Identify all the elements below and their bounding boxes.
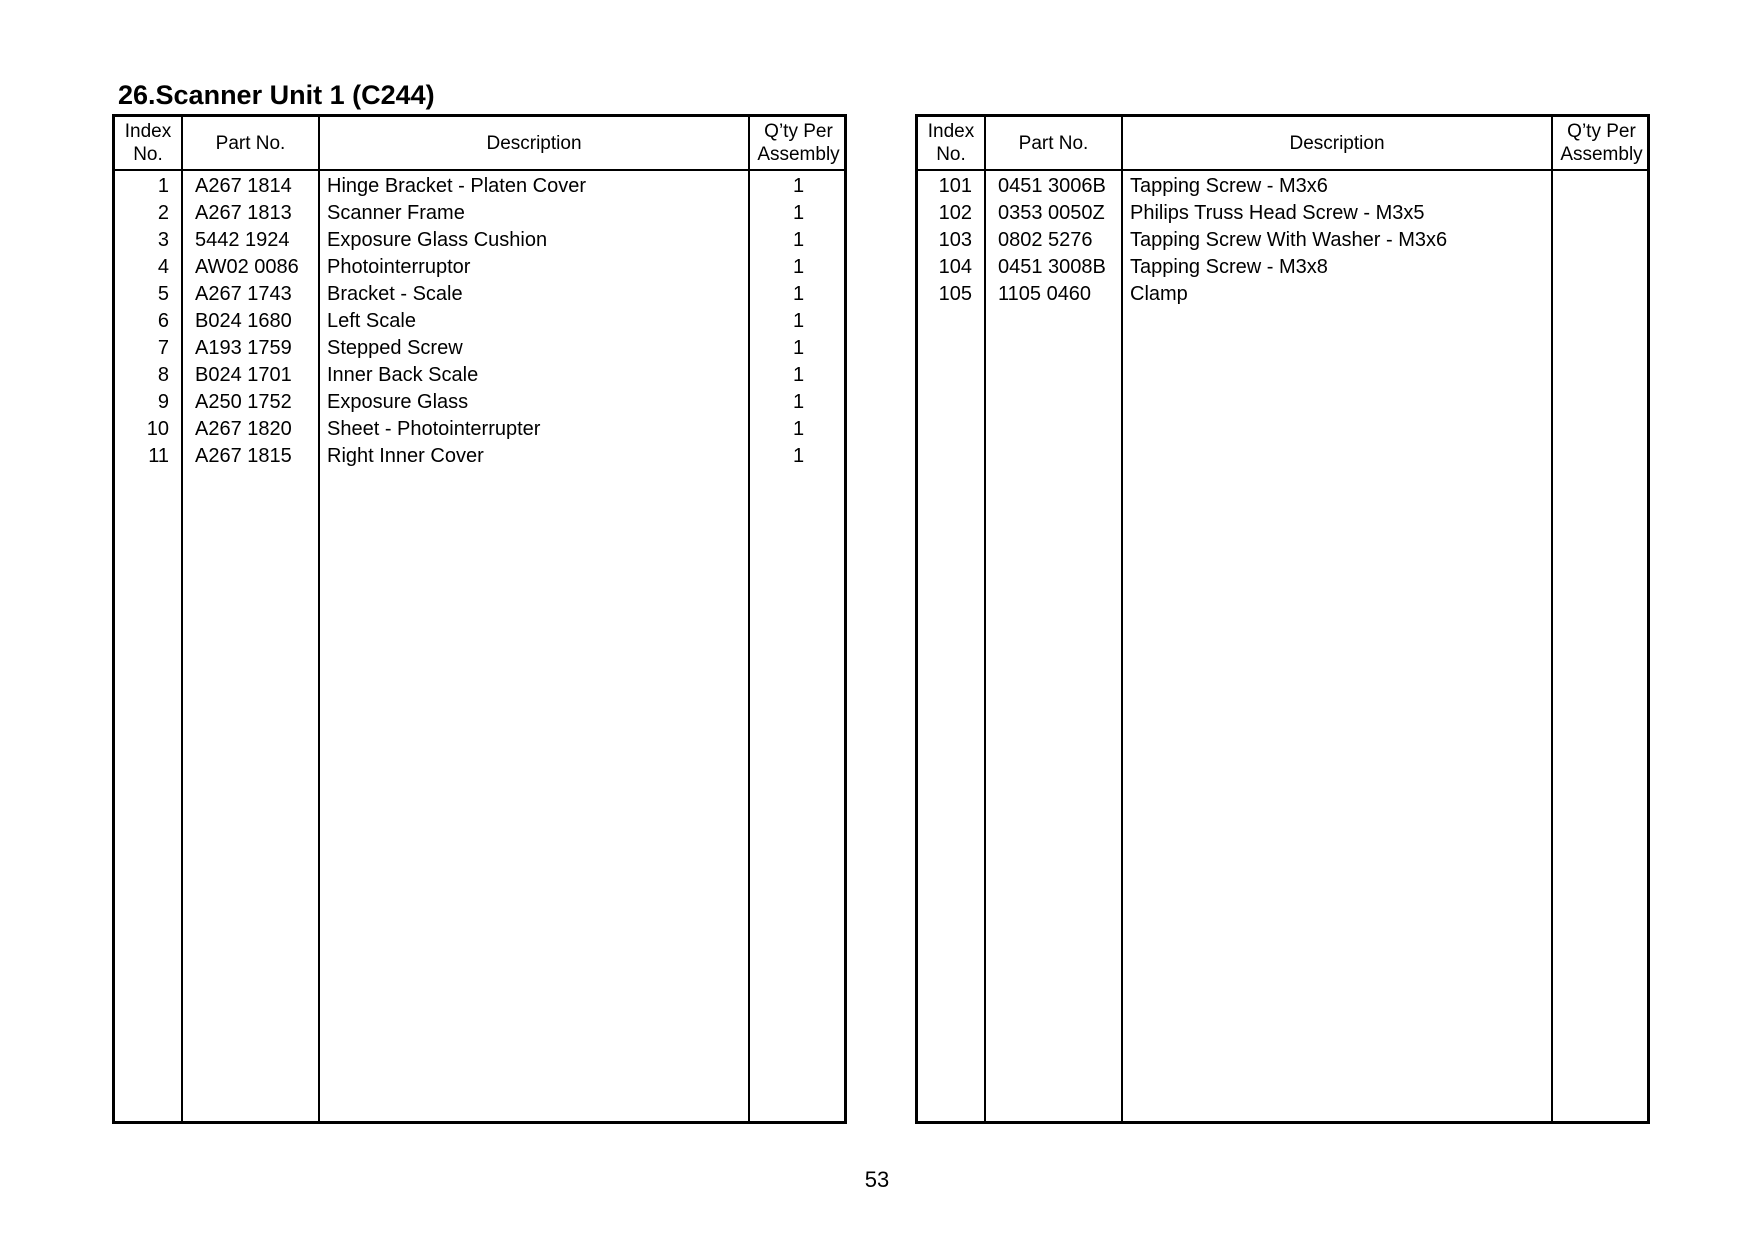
- cell-qty: 1: [792, 391, 805, 413]
- table-row: [115, 308, 844, 335]
- cell-part-no: AW02 0086: [195, 256, 299, 278]
- cell-part-no: 0353 0050Z: [998, 202, 1105, 224]
- table-row: [115, 362, 844, 389]
- cell-description: Left Scale: [327, 310, 416, 332]
- cell-index-no: 10: [146, 418, 169, 440]
- table-row: [115, 281, 844, 308]
- table-body-right: [918, 173, 1647, 308]
- cell-part-no: 0451 3006B: [998, 175, 1106, 197]
- table-row: [918, 200, 1647, 227]
- cell-index-no: 6: [157, 310, 169, 332]
- table-row: [918, 254, 1647, 281]
- cell-index-no: 105: [938, 283, 972, 305]
- cell-index-no: 101: [938, 175, 972, 197]
- cell-description: Philips Truss Head Screw - M3x5: [1130, 202, 1425, 224]
- cell-index-no: 5: [157, 283, 169, 305]
- header-divider: [918, 169, 1647, 171]
- cell-part-no: A250 1752: [195, 391, 292, 413]
- cell-description: Stepped Screw: [327, 337, 463, 359]
- parts-table-right: [915, 114, 1650, 1124]
- cell-index-no: 104: [938, 256, 972, 278]
- header-qty-per-assembly: Q’ty Per Assembly: [757, 121, 840, 165]
- cell-qty: 1: [792, 229, 805, 251]
- header-part-no: Part No.: [1018, 132, 1089, 154]
- cell-description: Exposure Glass: [327, 391, 469, 413]
- header-qty-per-assembly: Q’ty Per Assembly: [1560, 121, 1643, 165]
- cell-part-no: 0451 3008B: [998, 256, 1106, 278]
- cell-description: Tapping Screw - M3x8: [1130, 256, 1328, 278]
- cell-index-no: 4: [157, 256, 169, 278]
- cell-description: Exposure Glass Cushion: [327, 229, 548, 251]
- header-description: Description: [486, 132, 582, 154]
- cell-index-no: 102: [938, 202, 972, 224]
- table-row: [115, 389, 844, 416]
- table-row: [918, 281, 1647, 308]
- cell-description: Right Inner Cover: [327, 445, 484, 467]
- cell-part-no: A267 1813: [195, 202, 292, 224]
- header-index-no: Index No.: [927, 121, 975, 165]
- table-row: [115, 200, 844, 227]
- cell-index-no: 103: [938, 229, 972, 251]
- table-row: [115, 173, 844, 200]
- cell-part-no: 0802 5276: [998, 229, 1093, 251]
- cell-qty: 1: [792, 364, 805, 386]
- cell-part-no: B024 1701: [195, 364, 292, 386]
- cell-qty: 1: [792, 175, 805, 197]
- header-index-no: Index No.: [124, 121, 172, 165]
- cell-part-no: A267 1743: [195, 283, 292, 305]
- cell-index-no: 7: [157, 337, 169, 359]
- table-row: [115, 254, 844, 281]
- cell-index-no: 11: [148, 445, 169, 467]
- cell-description: Bracket - Scale: [327, 283, 463, 305]
- table-row: [115, 416, 844, 443]
- page-number: 53: [864, 1167, 890, 1192]
- cell-index-no: 9: [157, 391, 169, 413]
- cell-part-no: 1105 0460: [998, 283, 1092, 305]
- cell-description: Clamp: [1130, 283, 1188, 305]
- parts-table-left: [112, 114, 847, 1124]
- cell-qty: 1: [792, 202, 805, 224]
- cell-index-no: 1: [157, 175, 169, 197]
- cell-part-no: 5442 1924: [195, 229, 290, 251]
- cell-description: Hinge Bracket - Platen Cover: [327, 175, 587, 197]
- header-divider: [115, 169, 844, 171]
- cell-qty: 1: [792, 418, 805, 440]
- cell-description: Tapping Screw With Washer - M3x6: [1130, 229, 1448, 251]
- cell-description: Photointerruptor: [327, 256, 471, 278]
- cell-index-no: 8: [157, 364, 169, 386]
- cell-part-no: A267 1820: [195, 418, 292, 440]
- cell-part-no: B024 1680: [195, 310, 292, 332]
- table-row: [918, 173, 1647, 200]
- header-part-no: Part No.: [215, 132, 286, 154]
- cell-qty: 1: [792, 283, 805, 305]
- table-row: [115, 335, 844, 362]
- page-title: 26.Scanner Unit 1 (C244): [118, 80, 435, 110]
- cell-qty: 1: [792, 445, 805, 467]
- cell-qty: 1: [792, 256, 805, 278]
- cell-part-no: A267 1815: [195, 445, 292, 467]
- cell-index-no: 3: [157, 229, 169, 251]
- cell-description: Inner Back Scale: [327, 364, 479, 386]
- cell-description: Sheet - Photointerrupter: [327, 418, 541, 440]
- cell-qty: 1: [792, 337, 805, 359]
- cell-part-no: A267 1814: [195, 175, 292, 197]
- cell-index-no: 2: [157, 202, 169, 224]
- header-description: Description: [1289, 132, 1385, 154]
- table-body-left: [115, 173, 844, 470]
- cell-qty: 1: [792, 310, 805, 332]
- table-row: [918, 227, 1647, 254]
- table-row: [115, 443, 844, 470]
- table-row: [115, 227, 844, 254]
- cell-description: Scanner Frame: [327, 202, 465, 224]
- cell-part-no: A193 1759: [195, 337, 292, 359]
- cell-description: Tapping Screw - M3x6: [1130, 175, 1328, 197]
